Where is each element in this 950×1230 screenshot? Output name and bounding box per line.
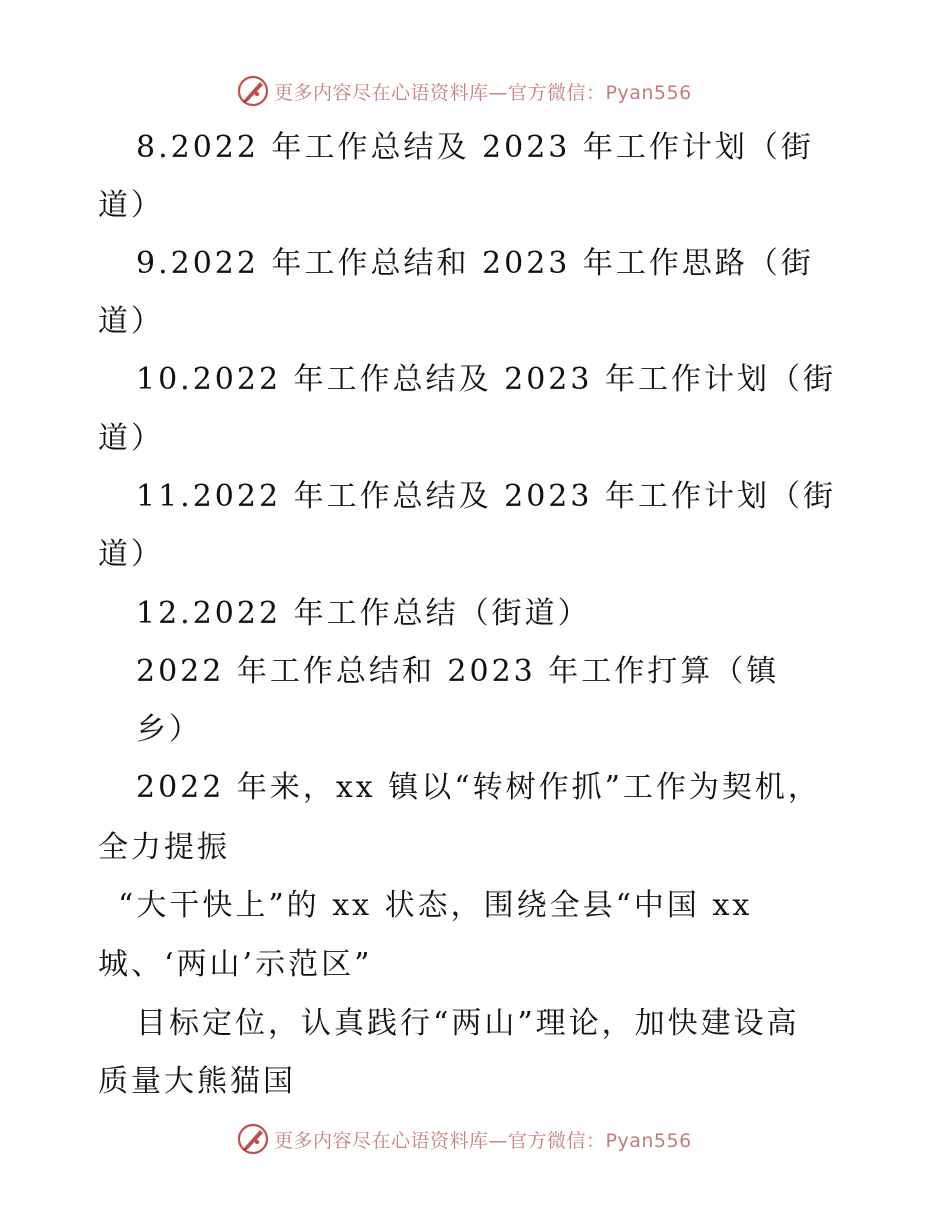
text-line: 道） [98,537,164,572]
quill-pen-circle-icon [236,1122,270,1156]
text-line: 8.2022 年工作总结及 2023 年工作计划（街 [136,130,814,165]
text-line: 10.2022 年工作总结及 2023 年工作计划（街 [136,362,837,397]
text-line: 11.2022 年工作总结及 2023 年工作计划（街 [136,479,837,514]
text-line: 12.2022 年工作总结（街道） [136,596,591,631]
text-line: 全力提振 [98,830,230,865]
text-line: 9.2022 年工作总结和 2023 年工作思路（街 [136,246,814,281]
header-watermark [236,74,692,108]
text-line: 质量大熊猫国 [98,1064,296,1099]
footer-watermark-text: 更多内容尽在心语资料库—官方微信：Pyan556 [274,1129,692,1152]
quill-pen-circle-icon [236,74,270,108]
text-line: 2022 年来，xx 镇以“转树作抓”工作为契机， [136,770,821,805]
text-line: 乡） [136,712,202,747]
text-line: 2022 年工作总结和 2023 年工作打算（镇 [136,654,780,689]
footer-watermark [236,1122,692,1156]
text-line: 城、‘两山’示范区” [98,947,373,982]
text-line: “大干快上”的 xx 状态，围绕全县“中国 xx [118,888,753,923]
text-line: 道） [98,188,164,223]
text-line: 道） [98,421,164,456]
header-watermark-text: 更多内容尽在心语资料库—官方微信：Pyan556 [274,81,692,104]
text-line: 目标定位，认真践行“两山”理论，加快建设高 [136,1006,800,1041]
text-line: 道） [98,304,164,339]
